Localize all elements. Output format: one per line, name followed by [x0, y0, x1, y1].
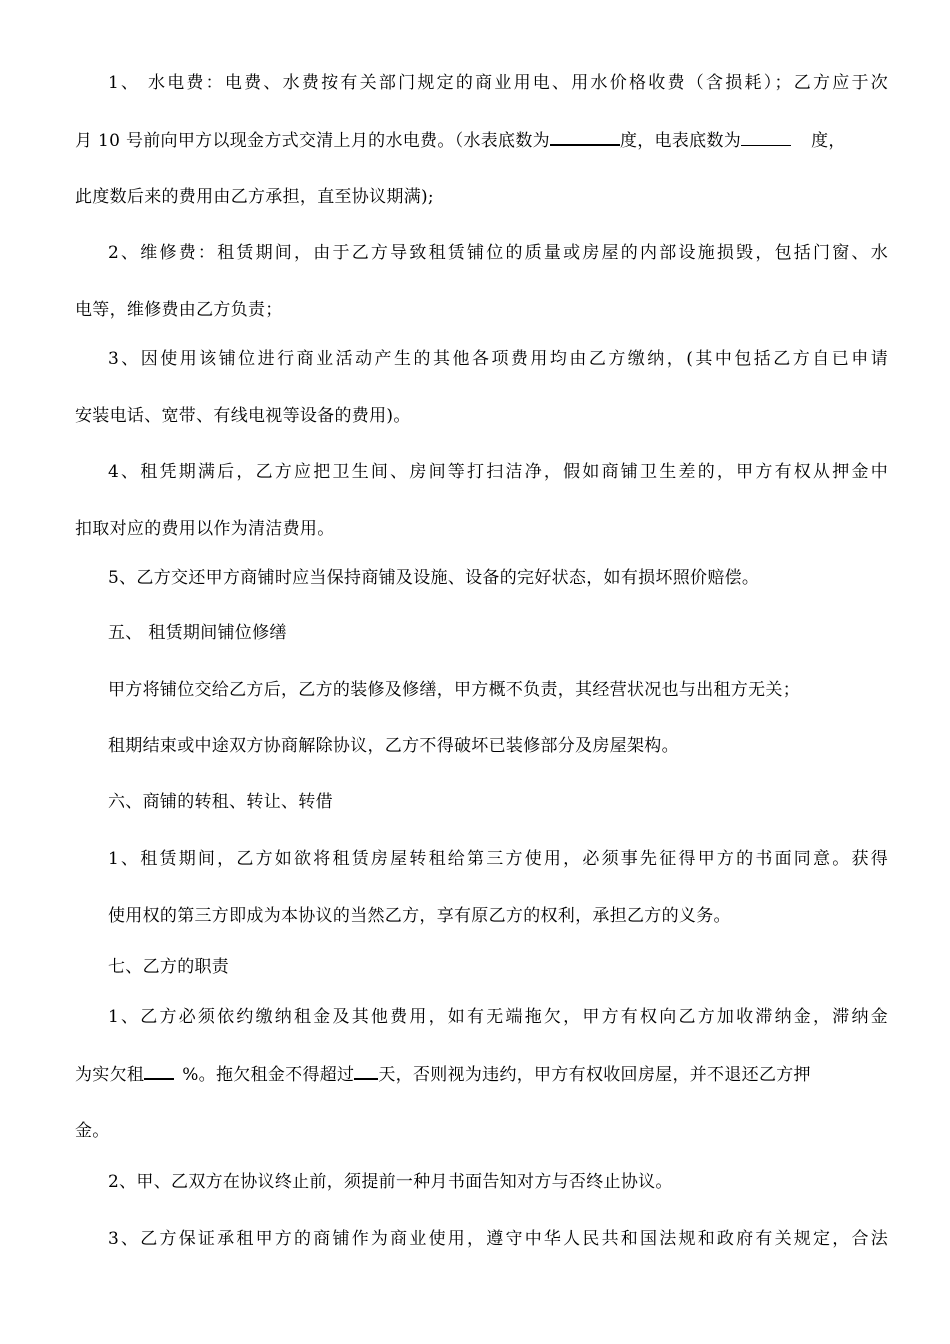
section-5-line-2: 租期结束或中途双方协商解除协议，乙方不得破坏已装修部分及房屋架构。	[108, 736, 679, 756]
section-6-title: 六、商铺的转租、转让、转借	[108, 792, 333, 812]
rent-text-a: 为实欠租	[75, 1065, 145, 1085]
late-fee-percent-blank	[144, 1063, 174, 1080]
section-7-item-1-line-1: 1、乙方必须依约缴纳租金及其他费用，如有无端拖欠，甲方有权向乙方加收滞纳金，滞纳金	[108, 1007, 888, 1027]
section-6-line-1: 1、租赁期间，乙方如欲将租赁房屋转租给第三方使用，必须事先征得甲方的书面同意。获得	[108, 849, 888, 869]
overdue-days-blank	[354, 1063, 378, 1080]
cleaning-line-2: 扣取对应的费用以作为清洁费用。	[75, 519, 335, 539]
utility-fee-text-c: 度，	[811, 131, 846, 151]
other-fees-line-2: 安装电话、宽带、有线电视等设备的费用)。	[75, 406, 411, 426]
section-7-item-2: 2、甲、乙双方在协议终止前，须提前一种月书面告知对方与否终止协议。	[108, 1172, 673, 1192]
utility-fee-line-1: 1、 水电费：电费、水费按有关部门规定的商业用电、用水价格收费（含损耗）；乙方应于次	[108, 73, 888, 93]
section-6-line-2: 使用权的第三方即成为本协议的当然乙方，享有原乙方的权利，承担乙方的义务。	[108, 906, 731, 926]
section-5-title: 五、 租赁期间铺位修缮	[108, 623, 287, 643]
return-shop-line: 5、乙方交还甲方商铺时应当保持商铺及设施、设备的完好状态，如有损坏照价赔偿。	[108, 568, 760, 588]
repair-fee-line-2: 电等，维修费由乙方负责；	[75, 300, 283, 320]
section-7-item-1-line-2	[75, 1063, 811, 1086]
utility-fee-line-2	[75, 129, 846, 152]
water-meter-blank	[550, 129, 620, 146]
electric-meter-blank	[741, 130, 791, 146]
rent-text-c: 天，否则视为违约，甲方有权收回房屋，并不退还乙方押	[378, 1065, 811, 1085]
utility-fee-text-a: 月 10 号前向甲方以现金方式交清上月的水电费。（水表底数为	[75, 131, 550, 151]
other-fees-line-1: 3、因使用该铺位进行商业活动产生的其他各项费用均由乙方缴纳，(其中包括乙方自已申请	[108, 349, 888, 369]
section-5-line-1: 甲方将铺位交给乙方后，乙方的装修及修缮，甲方概不负责，其经营状况也与出租方无关；	[108, 680, 800, 700]
utility-fee-text-b: 度，电表底数为	[619, 131, 742, 151]
section-7-item-3: 3、乙方保证承租甲方的商铺作为商业使用，遵守中华人民共和国法规和政府有关规定，合法	[108, 1229, 888, 1249]
rent-text-b: %。拖欠租金不得超过	[182, 1065, 355, 1085]
repair-fee-line-1: 2、维修费：租赁期间，由于乙方导致租赁铺位的质量或房屋的内部设施损毁，包括门窗、水	[108, 243, 888, 263]
section-7-title: 七、乙方的职责	[108, 957, 230, 977]
cleaning-line-1: 4、租凭期满后，乙方应把卫生间、房间等打扫洁净，假如商铺卫生差的，甲方有权从押金中	[108, 462, 888, 482]
section-7-item-1-line-3: 金。	[75, 1121, 110, 1141]
utility-fee-line-3: 此度数后来的费用由乙方承担，直至协议期满);	[75, 187, 434, 207]
